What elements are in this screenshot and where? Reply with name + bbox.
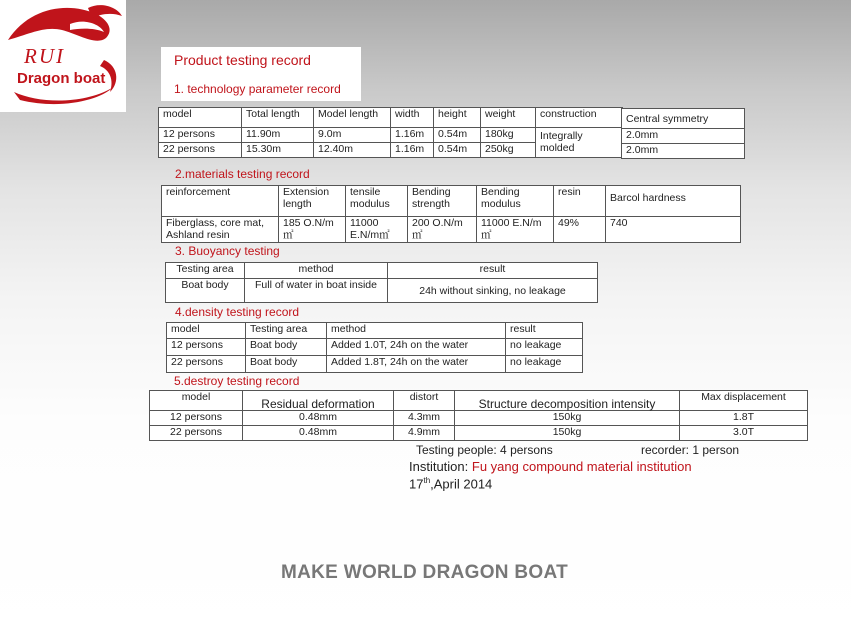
cell: 49% — [554, 217, 606, 243]
date-suffix: th — [423, 476, 431, 485]
buoyancy-table — [165, 262, 598, 303]
header-cell: result — [388, 263, 598, 279]
date-rest: ,April 2014 — [430, 476, 493, 492]
cell: 22 persons — [167, 356, 246, 373]
header-cell: resin — [554, 186, 606, 217]
cell: no leakage — [506, 356, 583, 373]
cell: 200 O.N/m㎡ — [408, 217, 477, 243]
cell: 9.0m — [314, 128, 391, 143]
cell: 0.54m — [434, 128, 481, 143]
cell: 3.0T — [680, 426, 808, 441]
cell: 185 O.N/m㎡ — [279, 217, 346, 243]
header-cell: tensile modulus — [346, 186, 408, 217]
header-cell: Testing area — [246, 323, 327, 339]
cell: 11000 E.N/m㎡ — [346, 217, 408, 243]
table-header-row — [159, 108, 623, 128]
cell: 12 persons — [159, 128, 242, 143]
header-cell: Max displacement — [680, 391, 808, 411]
date-day: 17 — [409, 476, 424, 492]
header-cell: Residual deformation — [243, 391, 394, 411]
cell: Boat body — [166, 279, 245, 303]
cell: 150kg — [455, 411, 680, 426]
header-cell: method — [327, 323, 506, 339]
table-row — [622, 144, 745, 159]
construction-cell: Integrally molded — [536, 128, 623, 158]
cell: 12 persons — [150, 411, 243, 426]
header-cell: reinforcement — [162, 186, 279, 217]
cell: Boat body — [246, 356, 327, 373]
destroy-table — [149, 390, 808, 441]
cell: 1.8T — [680, 411, 808, 426]
density-table — [166, 322, 583, 373]
header-cell: Barcol hardness — [606, 186, 741, 217]
record-date — [409, 476, 492, 491]
header-cell: Testing area — [166, 263, 245, 279]
cell: 12 persons — [167, 339, 246, 356]
header-cell: Model length — [314, 108, 391, 128]
section-5-title: 5.destroy testing record — [174, 374, 300, 388]
header-cell: construction — [536, 108, 623, 128]
table-row — [167, 339, 583, 356]
cell: 0.48mm — [243, 426, 394, 441]
cell: 150kg — [455, 426, 680, 441]
header-cell: model — [159, 108, 242, 128]
cell: no leakage — [506, 339, 583, 356]
testing-people: Testing people: 4 persons — [416, 443, 553, 457]
cell: Boat body — [246, 339, 327, 356]
cell: Added 1.8T, 24h on the water — [327, 356, 506, 373]
cell: 250kg — [481, 143, 536, 158]
materials-table — [161, 185, 741, 243]
logo-top-text: RUI — [24, 44, 65, 68]
header-cell: model — [150, 391, 243, 411]
cell: Full of water in boat inside — [245, 279, 388, 303]
header-cell: Structure decomposition intensity — [455, 391, 680, 411]
section-1-title: 1. technology parameter record — [174, 82, 341, 96]
institution-name: Fu yang compound material institution — [471, 459, 692, 474]
cell: 24h without sinking, no leakage — [388, 279, 598, 303]
table-header-row — [162, 186, 741, 217]
header-box — [161, 47, 361, 101]
institution-line — [409, 459, 692, 474]
table-header-row — [622, 109, 745, 129]
cell: 11000 E.N/m㎡ — [477, 217, 554, 243]
header-cell: Extension length — [279, 186, 346, 217]
cell: 4.9mm — [394, 426, 455, 441]
cell: 740 — [606, 217, 741, 243]
cell: 4.3mm — [394, 411, 455, 426]
cell: 0.54m — [434, 143, 481, 158]
central-symmetry-table — [621, 108, 745, 159]
table-header-row — [166, 263, 598, 279]
cell: 11.90m — [242, 128, 314, 143]
cell: 12.40m — [314, 143, 391, 158]
institution-label: Institution: — [409, 459, 469, 474]
tech-parameter-table — [158, 107, 623, 158]
header-cell: Total length — [242, 108, 314, 128]
table-row — [159, 128, 623, 143]
header-cell: height — [434, 108, 481, 128]
header-cell: model — [167, 323, 246, 339]
slogan: MAKE WORLD DRAGON BOAT — [281, 562, 568, 583]
cell: 0.48mm — [243, 411, 394, 426]
company-logo — [0, 0, 126, 112]
table-header-row — [167, 323, 583, 339]
cell: 2.0mm — [622, 129, 745, 144]
cell: 1.16m — [391, 128, 434, 143]
section-3-title: 3. Buoyancy testing — [175, 244, 280, 258]
table-row — [166, 279, 598, 303]
header-cell: Bending strength — [408, 186, 477, 217]
section-2-title: 2.materials testing record — [175, 167, 310, 181]
recorder: recorder: 1 person — [641, 443, 740, 457]
table-row — [150, 411, 808, 426]
page-title: Product testing record — [174, 52, 311, 68]
cell: 15.30m — [242, 143, 314, 158]
cell: 1.16m — [391, 143, 434, 158]
header-cell: method — [245, 263, 388, 279]
header-cell: result — [506, 323, 583, 339]
header-cell: weight — [481, 108, 536, 128]
logo-bottom-text: Dragon boat — [17, 70, 106, 87]
table-row — [167, 356, 583, 373]
cell: 180kg — [481, 128, 536, 143]
table-row — [622, 129, 745, 144]
header-cell: distort — [394, 391, 455, 411]
table-row — [162, 217, 741, 243]
section-4-title: 4.density testing record — [175, 305, 300, 319]
table-row — [150, 426, 808, 441]
cell: Added 1.0T, 24h on the water — [327, 339, 506, 356]
header-cell: Bending modulus — [477, 186, 554, 217]
cell: 22 persons — [159, 143, 242, 158]
cell: 22 persons — [150, 426, 243, 441]
header-cell: Central symmetry — [622, 109, 745, 129]
cell: Fiberglass, core mat, Ashland resin — [162, 217, 279, 243]
cell: 2.0mm — [622, 144, 745, 159]
header-cell: width — [391, 108, 434, 128]
table-header-row — [150, 391, 808, 411]
